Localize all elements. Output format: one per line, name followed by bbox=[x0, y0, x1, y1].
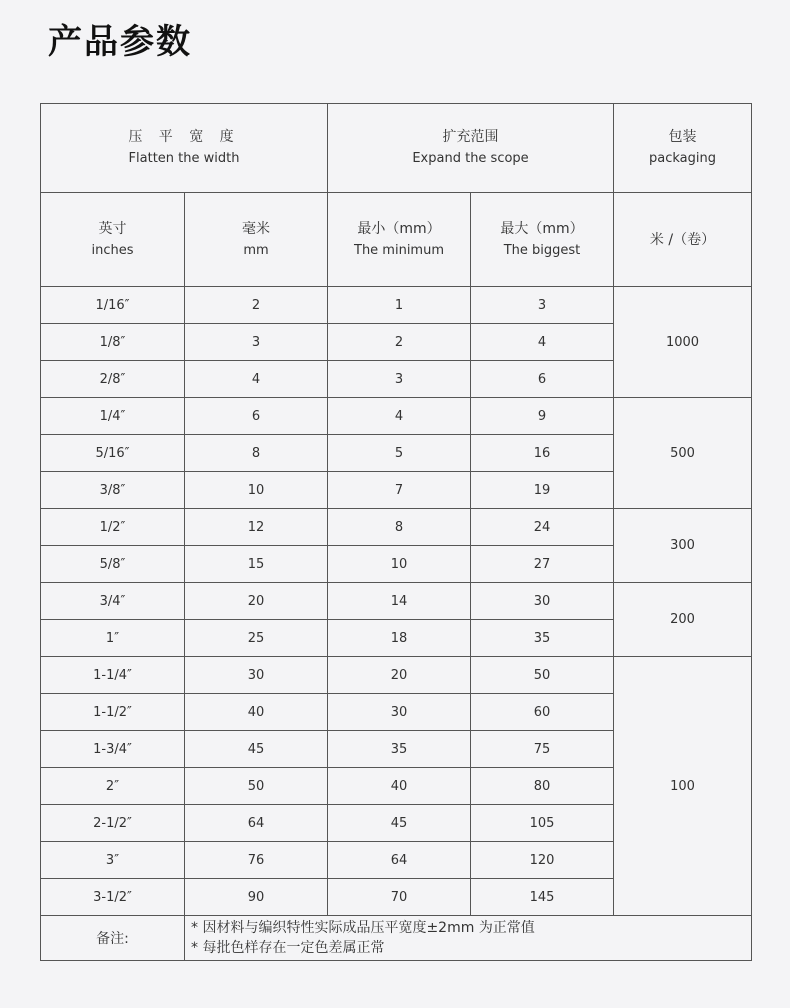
cell-inch: 1″ bbox=[41, 620, 185, 657]
cell-min: 7 bbox=[328, 472, 471, 509]
cell-mm: 40 bbox=[185, 694, 328, 731]
cell-max: 4 bbox=[471, 324, 614, 361]
cell-mm: 10 bbox=[185, 472, 328, 509]
cell-max: 50 bbox=[471, 657, 614, 694]
cell-inch: 2-1/2″ bbox=[41, 805, 185, 842]
cell-inch: 3/8″ bbox=[41, 472, 185, 509]
header-expand-scope: 扩充范围 Expand the scope bbox=[328, 104, 614, 193]
notes-row bbox=[41, 916, 752, 961]
cell-inch: 1-1/2″ bbox=[41, 694, 185, 731]
header-row-2 bbox=[41, 193, 752, 287]
cell-inch: 1/16″ bbox=[41, 287, 185, 324]
cell-max: 80 bbox=[471, 768, 614, 805]
cell-mm: 8 bbox=[185, 435, 328, 472]
cell-inch: 5/16″ bbox=[41, 435, 185, 472]
cell-mm: 2 bbox=[185, 287, 328, 324]
cell-inch: 1-3/4″ bbox=[41, 731, 185, 768]
header-pack-unit: 米 /（卷） bbox=[614, 193, 752, 287]
cell-min: 14 bbox=[328, 583, 471, 620]
cell-inch: 1-1/4″ bbox=[41, 657, 185, 694]
cell-mm: 30 bbox=[185, 657, 328, 694]
cell-mm: 4 bbox=[185, 361, 328, 398]
cell-max: 27 bbox=[471, 546, 614, 583]
page-title: 产品参数 bbox=[48, 22, 192, 62]
cell-max: 9 bbox=[471, 398, 614, 435]
cell-inch: 1/2″ bbox=[41, 509, 185, 546]
cell-min: 20 bbox=[328, 657, 471, 694]
cell-mm: 45 bbox=[185, 731, 328, 768]
cell-inch: 2″ bbox=[41, 768, 185, 805]
notes-label: 备注: bbox=[41, 916, 185, 961]
cell-inch: 5/8″ bbox=[41, 546, 185, 583]
cell-min: 70 bbox=[328, 879, 471, 916]
cell-packaging: 500 bbox=[614, 398, 752, 509]
cell-inch: 3″ bbox=[41, 842, 185, 879]
cell-min: 3 bbox=[328, 361, 471, 398]
table-body bbox=[41, 287, 752, 916]
cell-mm: 12 bbox=[185, 509, 328, 546]
header-inches: 英寸 inches bbox=[41, 193, 185, 287]
cell-inch: 1/8″ bbox=[41, 324, 185, 361]
cell-max: 19 bbox=[471, 472, 614, 509]
cell-min: 18 bbox=[328, 620, 471, 657]
cell-max: 105 bbox=[471, 805, 614, 842]
cell-max: 24 bbox=[471, 509, 614, 546]
header-packaging: 包装 packaging bbox=[614, 104, 752, 193]
cell-min: 30 bbox=[328, 694, 471, 731]
cell-packaging: 200 bbox=[614, 583, 752, 657]
cell-min: 4 bbox=[328, 398, 471, 435]
cell-packaging: 1000 bbox=[614, 287, 752, 398]
cell-min: 45 bbox=[328, 805, 471, 842]
cell-inch: 3/4″ bbox=[41, 583, 185, 620]
header-biggest: 最大（mm） The biggest bbox=[471, 193, 614, 287]
cell-mm: 6 bbox=[185, 398, 328, 435]
header-minimum: 最小（mm） The minimum bbox=[328, 193, 471, 287]
cell-mm: 76 bbox=[185, 842, 328, 879]
header-mm: 毫米 mm bbox=[185, 193, 328, 287]
cell-max: 145 bbox=[471, 879, 614, 916]
note-line: * 每批色样存在一定色差属正常 bbox=[191, 940, 385, 956]
table-row bbox=[41, 398, 752, 435]
cell-mm: 3 bbox=[185, 324, 328, 361]
cell-min: 1 bbox=[328, 287, 471, 324]
notes-content bbox=[185, 916, 752, 961]
cell-packaging: 300 bbox=[614, 509, 752, 583]
cell-min: 40 bbox=[328, 768, 471, 805]
cell-min: 8 bbox=[328, 509, 471, 546]
table-row bbox=[41, 583, 752, 620]
cell-mm: 20 bbox=[185, 583, 328, 620]
cell-min: 10 bbox=[328, 546, 471, 583]
cell-mm: 90 bbox=[185, 879, 328, 916]
cell-max: 35 bbox=[471, 620, 614, 657]
cell-min: 5 bbox=[328, 435, 471, 472]
header-row-1 bbox=[41, 104, 752, 193]
cell-inch: 2/8″ bbox=[41, 361, 185, 398]
table-row bbox=[41, 509, 752, 546]
table-row bbox=[41, 657, 752, 694]
cell-min: 35 bbox=[328, 731, 471, 768]
cell-max: 16 bbox=[471, 435, 614, 472]
cell-mm: 25 bbox=[185, 620, 328, 657]
cell-inch: 3-1/2″ bbox=[41, 879, 185, 916]
cell-min: 2 bbox=[328, 324, 471, 361]
cell-min: 64 bbox=[328, 842, 471, 879]
cell-mm: 15 bbox=[185, 546, 328, 583]
cell-mm: 50 bbox=[185, 768, 328, 805]
header-flatten-width: 压 平 宽 度 Flatten the width bbox=[41, 104, 328, 193]
cell-max: 60 bbox=[471, 694, 614, 731]
note-line: * 因材料与编织特性实际成品压平宽度±2mm 为正常值 bbox=[191, 920, 535, 936]
cell-max: 120 bbox=[471, 842, 614, 879]
cell-max: 6 bbox=[471, 361, 614, 398]
cell-max: 3 bbox=[471, 287, 614, 324]
cell-packaging: 100 bbox=[614, 657, 752, 916]
cell-inch: 1/4″ bbox=[41, 398, 185, 435]
spec-table bbox=[40, 103, 752, 961]
table-row bbox=[41, 287, 752, 324]
cell-max: 30 bbox=[471, 583, 614, 620]
cell-mm: 64 bbox=[185, 805, 328, 842]
cell-max: 75 bbox=[471, 731, 614, 768]
